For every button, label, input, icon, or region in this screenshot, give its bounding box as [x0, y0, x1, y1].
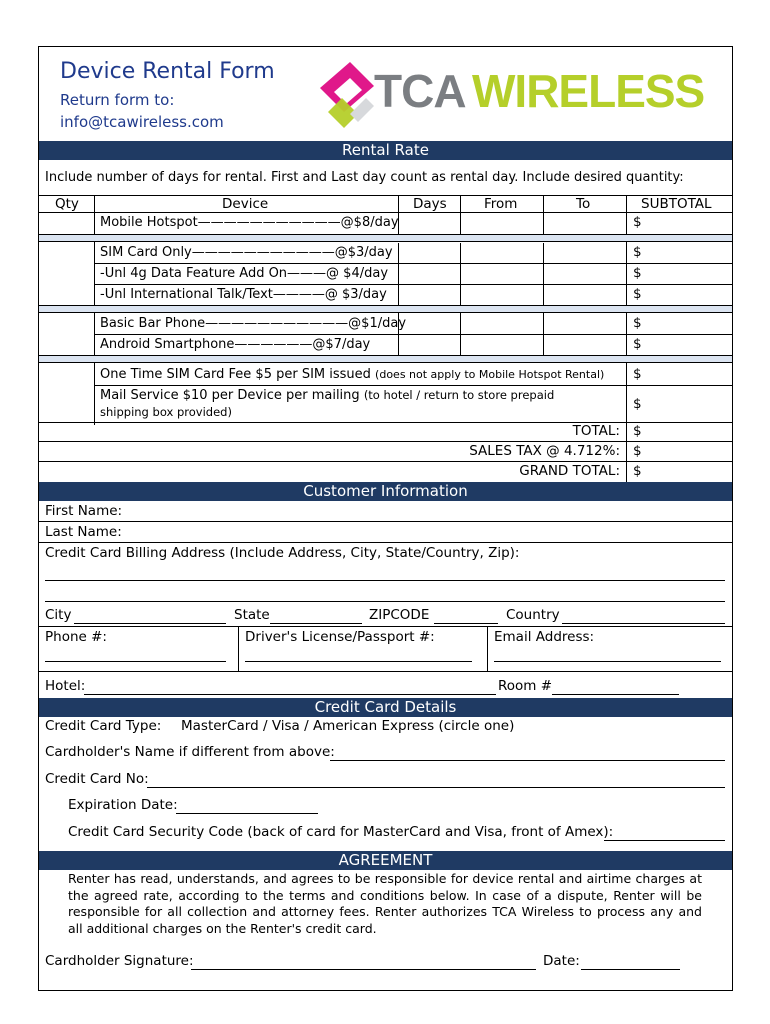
total-dollar: $ — [633, 423, 642, 439]
row-line — [39, 521, 732, 522]
row-line — [39, 671, 732, 672]
country-label: Country — [506, 607, 560, 623]
col-divider — [543, 243, 544, 305]
row-line — [94, 385, 732, 386]
item-sim-card: SIM Card Only———————————@$3/day — [100, 245, 393, 260]
item-data-feature: -Unl 4g Data Feature Add On———@ $4/day — [100, 266, 389, 281]
sim-fee-note: (does not apply to Mobile Hotspot Rental) — [375, 368, 605, 381]
email-field[interactable] — [494, 661, 721, 662]
col-to: To — [576, 196, 591, 212]
col-divider — [460, 243, 461, 305]
hotel-label: Hotel: — [45, 678, 86, 694]
row-line — [39, 441, 732, 442]
subtotal-dollar: $ — [633, 315, 642, 331]
item-intl-talk: -Unl International Talk/Text————@ $3/day — [100, 287, 387, 302]
mail-service-label: Mail Service $10 per Device per mailing — [100, 388, 360, 403]
cardholder-name-field[interactable] — [330, 760, 725, 761]
col-divider — [460, 195, 461, 235]
mail-service-note-2: shipping box provided) — [100, 405, 232, 419]
room-field[interactable] — [552, 694, 679, 695]
row-line — [39, 422, 732, 423]
logo-wireless-text: WIRELESS — [472, 65, 705, 117]
col-qty: Qty — [55, 196, 79, 212]
grand-total-dollar: $ — [633, 463, 642, 479]
col-divider — [238, 626, 239, 671]
room-label: Room # — [498, 678, 553, 694]
subtotal-dollar: $ — [633, 265, 642, 281]
customer-info-heading: Customer Information — [39, 482, 732, 501]
return-email: info@tcawireless.com — [60, 113, 224, 131]
date-field[interactable] — [581, 969, 680, 970]
city-field[interactable] — [74, 623, 226, 624]
item-basic-phone: Basic Bar Phone———————————@$1/day — [100, 316, 407, 331]
mail-service-note: (to hotel / return to store prepaid — [363, 388, 555, 402]
col-days: Days — [413, 196, 447, 212]
sim-fee-row — [100, 366, 604, 383]
state-label: State — [234, 607, 270, 623]
expiration-label: Expiration Date: — [68, 797, 178, 813]
card-number-field[interactable] — [147, 787, 725, 788]
rental-instructions: Include number of days for rental. First and Last day count as rental day. Include desired quantity: — [45, 170, 684, 185]
tax-label: SALES TAX @ 4.712%: — [469, 443, 620, 459]
phone-label: Phone #: — [45, 629, 107, 645]
billing-address-line[interactable] — [45, 580, 725, 581]
col-divider — [398, 243, 399, 305]
subtotal-dollar: $ — [633, 396, 642, 412]
expiration-field[interactable] — [176, 813, 318, 814]
license-field[interactable] — [245, 661, 472, 662]
zip-field[interactable] — [434, 623, 498, 624]
agreement-text: Renter has read, understands, and agrees to be responsible for device rental and airtime charges at the agreed rate, according to the terms and conditions below. In case of a dispute, Renter will be responsible for all collection and attorney fees. Renter authorizes TCA Wireless to process any and all additional charges on the Renter's credit card. — [68, 871, 702, 936]
sim-fee-label: One Time SIM Card Fee $5 per SIM issued — [100, 367, 371, 382]
table-header-line — [39, 212, 732, 213]
subtotal-dollar: $ — [633, 336, 642, 352]
row-line — [39, 542, 732, 543]
form-title: Device Rental Form — [60, 59, 275, 84]
logo-diamond-icon — [312, 58, 382, 140]
billing-address-label: Credit Card Billing Address (Include Address, City, State/Country, Zip): — [45, 545, 520, 561]
logo-tca-text: TCA — [374, 65, 466, 117]
security-code-label: Credit Card Security Code (back of card for MasterCard and Visa, front of Amex): — [68, 824, 614, 840]
first-name-label: First Name: — [45, 503, 123, 519]
subtotal-dollar: $ — [633, 286, 642, 302]
separator-band — [39, 234, 732, 242]
item-android: Android Smartphone——————@$7/day — [100, 337, 371, 352]
state-field[interactable] — [270, 623, 362, 624]
separator-band — [39, 305, 732, 313]
subtotal-dollar: $ — [633, 214, 642, 230]
last-name-label: Last Name: — [45, 524, 122, 540]
rental-rate-heading: Rental Rate — [39, 141, 732, 160]
row-line — [39, 626, 732, 627]
mail-service-row — [100, 387, 554, 404]
credit-card-heading: Credit Card Details — [39, 698, 732, 717]
row-line — [39, 461, 732, 462]
phone-field[interactable] — [45, 661, 226, 662]
col-divider — [487, 626, 488, 671]
hotel-field[interactable] — [84, 694, 496, 695]
subtotal-dollar: $ — [633, 244, 642, 260]
card-type-label: Credit Card Type: — [45, 718, 162, 734]
row-line — [94, 334, 732, 335]
table-top-line — [39, 195, 732, 196]
agreement-heading: AGREEMENT — [39, 851, 732, 870]
date-label: Date: — [543, 953, 580, 969]
license-label: Driver's License/Passport #: — [245, 629, 435, 645]
col-device: Device — [222, 196, 269, 212]
security-code-field[interactable] — [604, 840, 725, 841]
cardholder-name-label: Cardholder's Name if different from above: — [45, 744, 335, 760]
separator-band — [39, 355, 732, 363]
col-from: From — [484, 196, 518, 212]
col-divider — [543, 195, 544, 235]
signature-field[interactable] — [191, 969, 536, 970]
form-border — [38, 46, 733, 991]
billing-address-line-2[interactable] — [45, 601, 725, 602]
city-label: City — [45, 607, 72, 623]
row-line — [94, 284, 732, 285]
email-label: Email Address: — [494, 629, 595, 645]
country-field[interactable] — [562, 623, 725, 624]
tax-dollar: $ — [633, 443, 642, 459]
item-mobile-hotspot: Mobile Hotspot———————————@$8/day — [100, 215, 399, 230]
zip-label: ZIPCODE — [369, 607, 430, 623]
signature-label: Cardholder Signature: — [45, 953, 194, 969]
card-type-options[interactable]: MasterCard / Visa / American Express (circle one) — [181, 718, 515, 734]
return-label: Return form to: — [60, 91, 175, 109]
subtotal-dollar: $ — [633, 366, 642, 382]
tca-wireless-logo — [312, 58, 722, 140]
grand-total-label: GRAND TOTAL: — [519, 463, 620, 479]
total-label: TOTAL: — [572, 423, 620, 439]
row-line — [94, 263, 732, 264]
col-subtotal: SUBTOTAL — [641, 196, 712, 212]
card-number-label: Credit Card No: — [45, 771, 149, 787]
